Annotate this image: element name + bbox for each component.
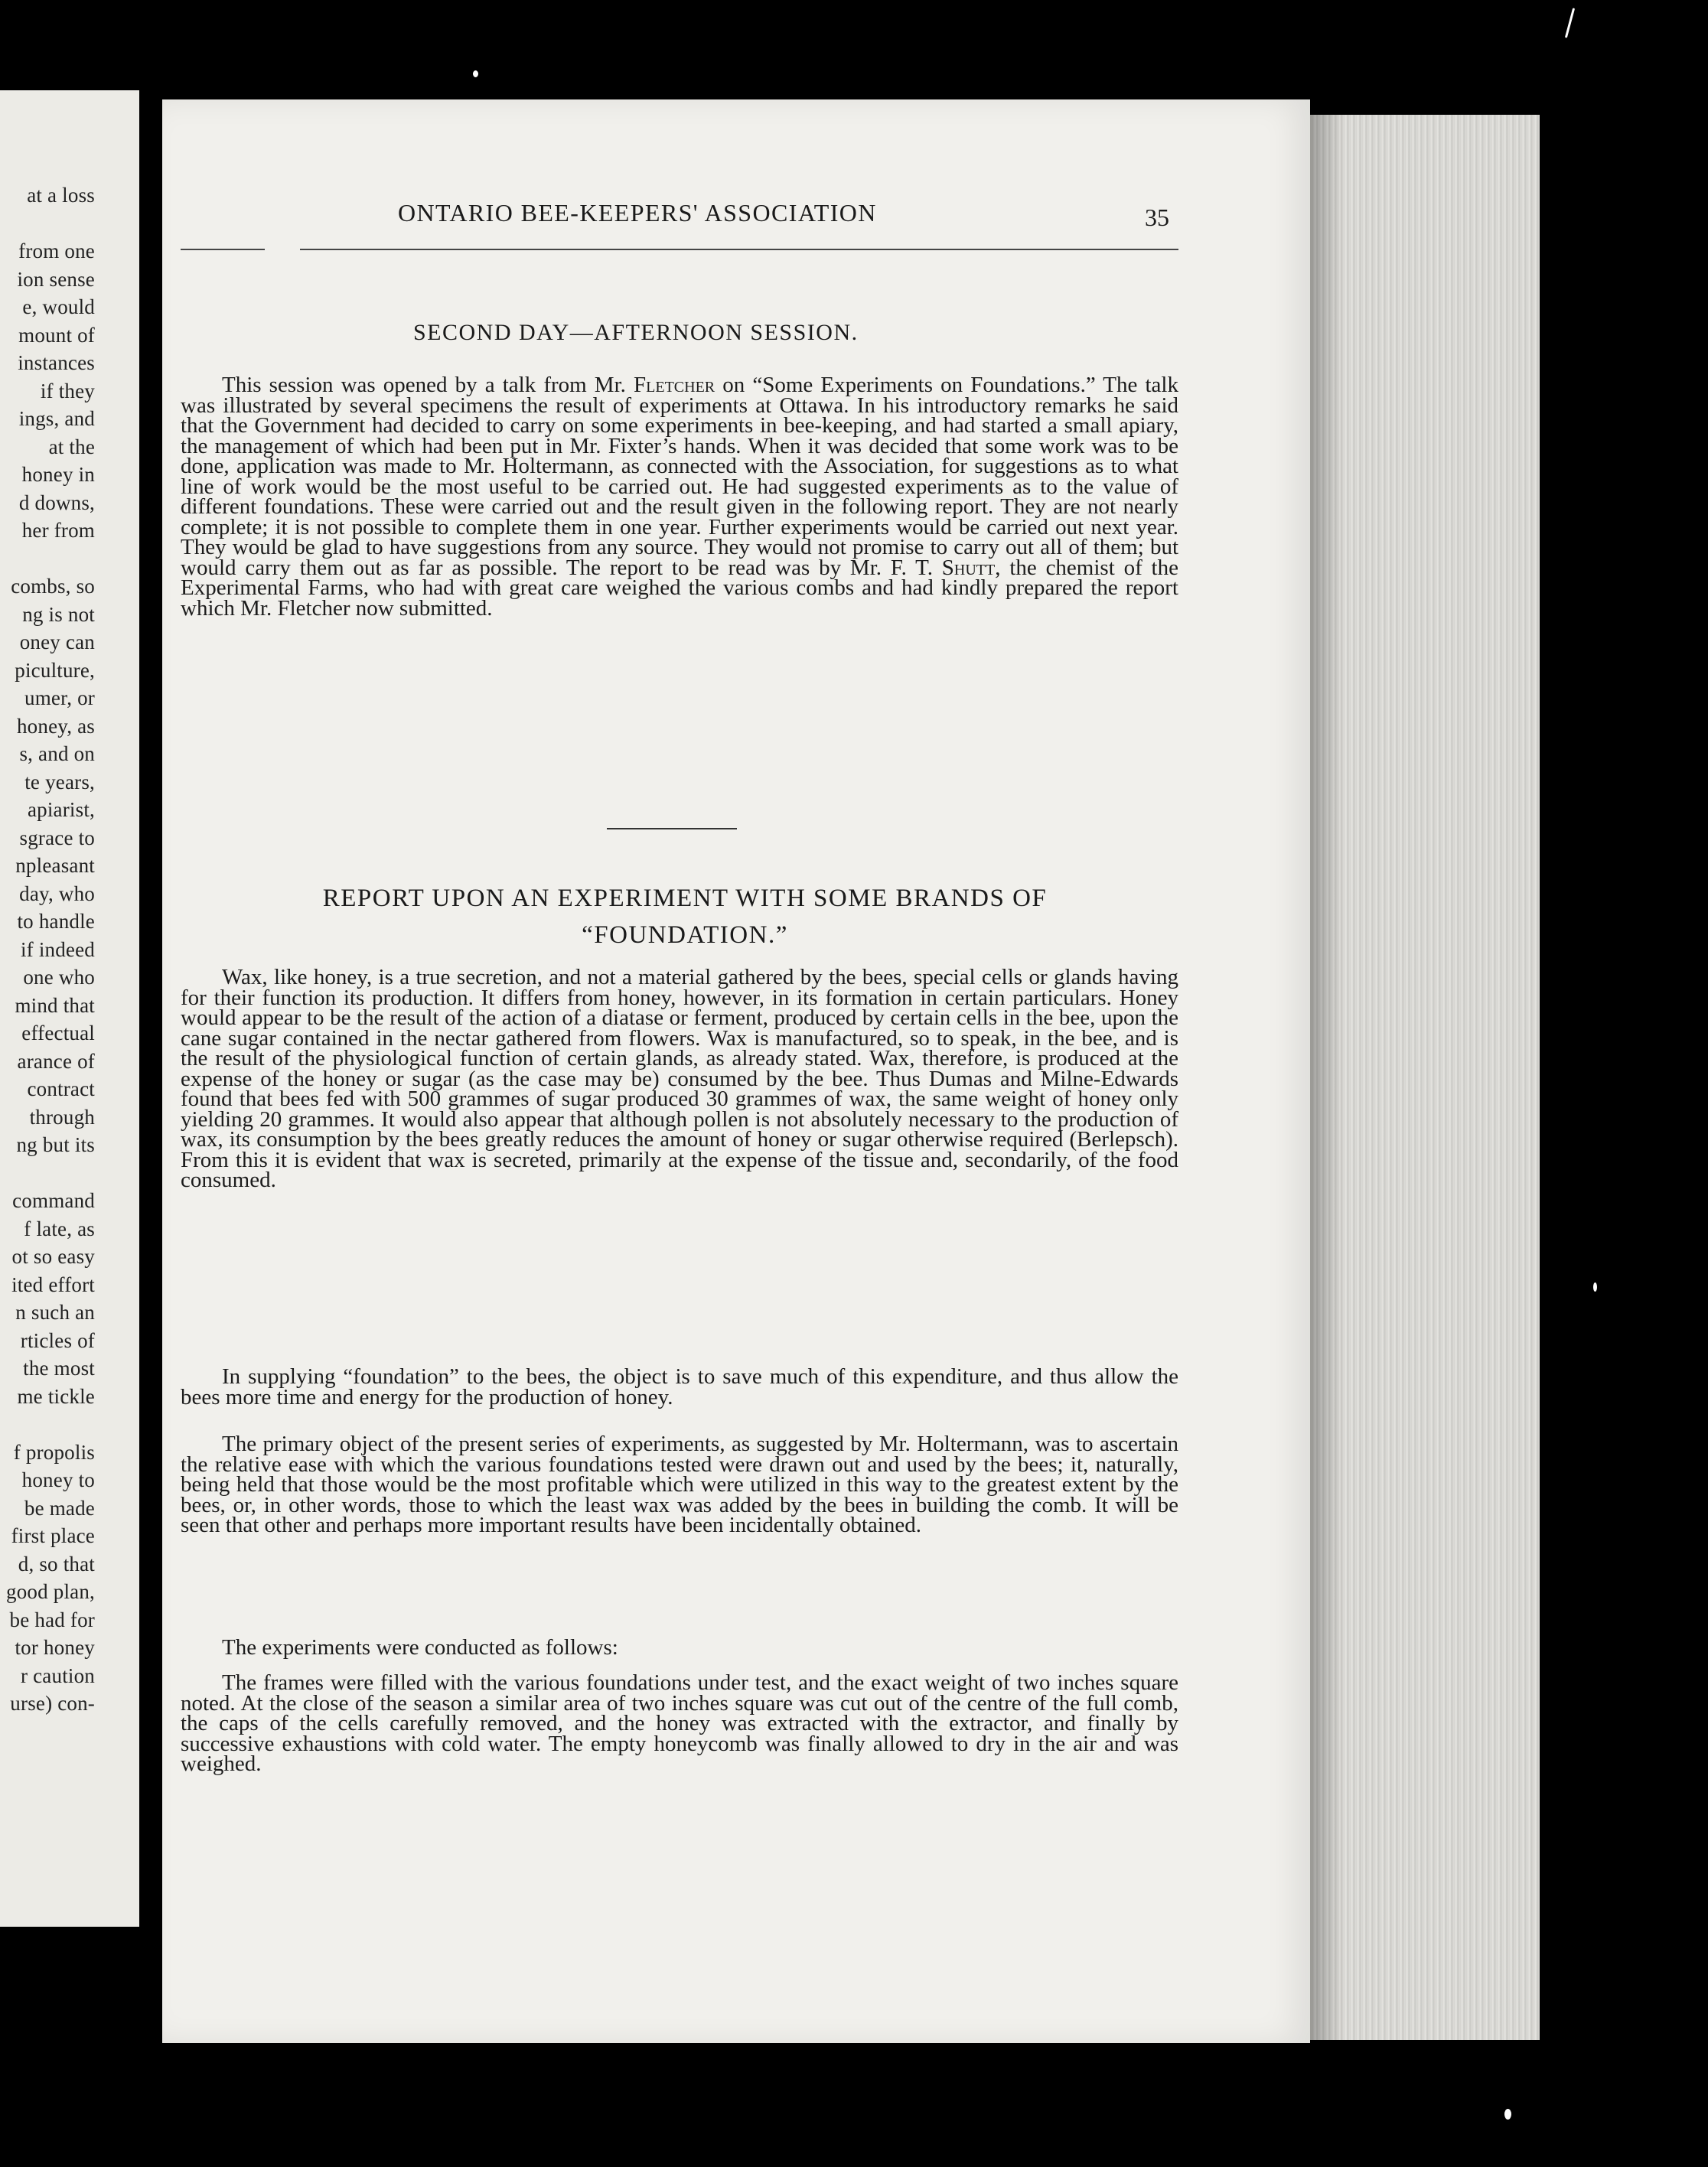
left-page-line: if indeed [20,937,95,961]
left-page-line: n such an [15,1301,95,1324]
left-page-line: apiarist, [27,798,95,821]
left-page-line: be made [24,1496,95,1520]
chemist-name: Shutt [941,555,996,580]
left-page-line: mind that [15,993,95,1017]
report-title-line2: “FOUNDATION.” [582,921,788,949]
session-text-2: on “Some Experiments on Foundations.” The talk was illustrated by several specimens the result of experiments at Ottawa. In his introductory remarks he said that the Government had decided to carry on some experiments in bee-keeping, and had started a small apiary, the management of which had been put in Mr. Fixter’s hands. When it was decided that some work was to be done, application was made to Mr. Holtermann, as connected with the Association, for suggestions as to what line of work would be the most useful to be carried out. He had suggested experiments as to the value of different foundations. These were carried out and the result given in the following report. They are not nearly complete; it is not possible to complete them in one year. Further experiments would be carried out next year. They would be glad to have suggestions from any source. They would not promise to carry out all of them; but would carry them out as far as possible. The report to be read was by Mr. F. T. [181,373,1178,580]
left-page-line: the most [23,1357,95,1380]
left-facing-page [0,90,139,1927]
left-page-line: through [29,1105,95,1129]
foundation-paragraph-text: In supplying “foundation” to the bees, the object is to save much of this expenditure, and thus allow the bees more time and energy for the production of honey. [181,1364,1178,1409]
scan-speck [1504,2109,1511,2120]
left-page-line: f late, as [24,1217,95,1240]
left-page-line: combs, so [11,575,95,598]
foundation-paragraph [181,1364,1178,1409]
left-page-line: contract [27,1077,95,1100]
scan-speck [473,70,478,77]
session-paragraph [181,373,1178,621]
objective-paragraph-text: The primary object of the present series of experiments, as suggested by Mr. Holtermann, was to ascertain the relative ease with which the various foundations tested were drawn out and used by the bees; it, naturally, being held that those would be the most profitable which were utilized in this way to the greatest extent by the bees, or, in other words, those to which the least wax was added by the bees in building the comb. It will be seen that other and perhaps more important results have been incidentally obtained. [181,1432,1178,1537]
left-page-line: npleasant [15,854,95,877]
left-page-line: umer, or [24,686,95,709]
left-page-line: ited effort [11,1273,95,1296]
left-page-line: ng but its [16,1133,95,1156]
page-edges [1310,115,1540,2040]
left-page-line: f propolis [13,1440,95,1464]
left-page-line: sgrace to [19,826,95,849]
left-page-line: honey in [21,463,95,486]
wax-paragraph [181,967,1178,1191]
left-page-line: one who [23,966,95,989]
running-head: ONTARIO BEE-KEEPERS' ASSOCIATION [398,199,877,226]
report-title [245,880,1125,953]
left-page-line: e, would [22,295,95,318]
left-page-line: piculture, [15,658,95,682]
left-page-line: arance of [17,1049,95,1073]
left-page-line: if they [40,379,95,402]
left-page-line: from one [18,240,95,262]
left-page-line: honey to [21,1468,95,1491]
left-page-line: ion sense [17,267,95,291]
left-page-line: d, so that [18,1552,95,1576]
left-page-line: good plan, [6,1580,95,1603]
left-page-line: ot so easy [11,1245,95,1268]
left-page-line: me tickle [17,1384,95,1408]
objective-paragraph [181,1434,1178,1536]
left-page-line: be had for [9,1608,95,1631]
left-page-line: rticles of [20,1328,95,1352]
report-title-line1: REPORT UPON AN EXPERIMENT WITH SOME BRANDS OF [322,885,1048,912]
method-intro-text: The experiments were conducted as follows: [222,1635,618,1660]
left-page-line: d downs, [18,490,95,514]
left-page-line: ng is not [22,602,95,626]
left-page-line: at a loss [27,184,95,207]
left-page-line: mount of [18,323,95,347]
header-rule-right [300,249,1178,250]
left-page-line: her from [21,519,95,542]
left-page-line: command [12,1189,95,1212]
left-page-line: oney can [19,631,95,653]
header-rule-left [181,249,265,250]
left-page-line: at the [48,435,95,458]
left-page-line: instances [18,351,95,374]
left-page-line: tor honey [15,1636,95,1659]
page-number: 35 [1145,204,1169,231]
left-page-line: effectual [21,1022,95,1044]
left-page-line: honey, as [16,714,95,738]
left-page-line: day, who [19,881,95,905]
left-page-line: s, and on [19,742,95,765]
left-page-line: to handle [17,910,95,933]
wax-paragraph-text: Wax, like honey, is a true secretion, and not a material gathered by the bees, special cells or glands having for their function its production. It differs from honey, however, in its formation in certain particulars. Honey would appear to be the result of the action of a diatase or ferment, produced by certain cells in the bee, upon the cane sugar contained in the nectar gathered from flowers. Wax is manufactured, so to speak, in the bee, and is the result of the physiological function of certain glands, as already stated. Wax, therefore, is produced at the expense of the honey or sugar (as the case may be) consumed by the bee. Thus Dumas and Milne-Edwards found that bees fed with 500 grammes of sugar produced 30 grammes of wax, the same weight of honey only yielding 20 grammes. It would also appear that although pollen is not absolutely necessary to the production of wax, its consumption by the bees greatly reduces the amount of honey or sugar otherwise required (Berlepsch). From this it is evident that wax is secreted, primarily at the expense of the tissue and, secondarily, of the food consumed. [181,965,1178,1192]
left-page-line: r caution [20,1664,95,1687]
section-title: SECOND DAY—AFTERNOON SESSION. [413,320,859,345]
session-text-3: , the chemist of the Experimental Farms, who had with great care weighed the various combs and had kindly prepared the report which Mr. Fletcher now submitted. [181,555,1178,621]
book-gutter [139,0,162,2167]
method-paragraph [181,1670,1178,1776]
scan-speck [1565,8,1575,37]
left-page-line: urse) con- [10,1692,95,1715]
left-page-line: first place [11,1524,95,1547]
method-paragraph-text: The frames were filled with the various foundations under test, and the exact weight of two inches square noted. At the close of the season a similar area of two inches square was cut out of the centre of the full comb, the caps of the cells carefully removed, and the honey was extracted with the extractor, and finally by successive exhaustions with cold water. The empty honeycomb was finally allowed to dry in the air and was weighed. [181,1670,1178,1776]
left-page-line: te years, [24,770,95,793]
section-divider [607,828,737,829]
method-intro [181,1637,1178,1658]
left-page-line: ings, and [18,407,95,430]
session-text-1: This session was opened by a talk from Mr. [222,373,634,397]
speaker-name: Fletcher [634,373,715,397]
scan-speck [1593,1282,1597,1292]
